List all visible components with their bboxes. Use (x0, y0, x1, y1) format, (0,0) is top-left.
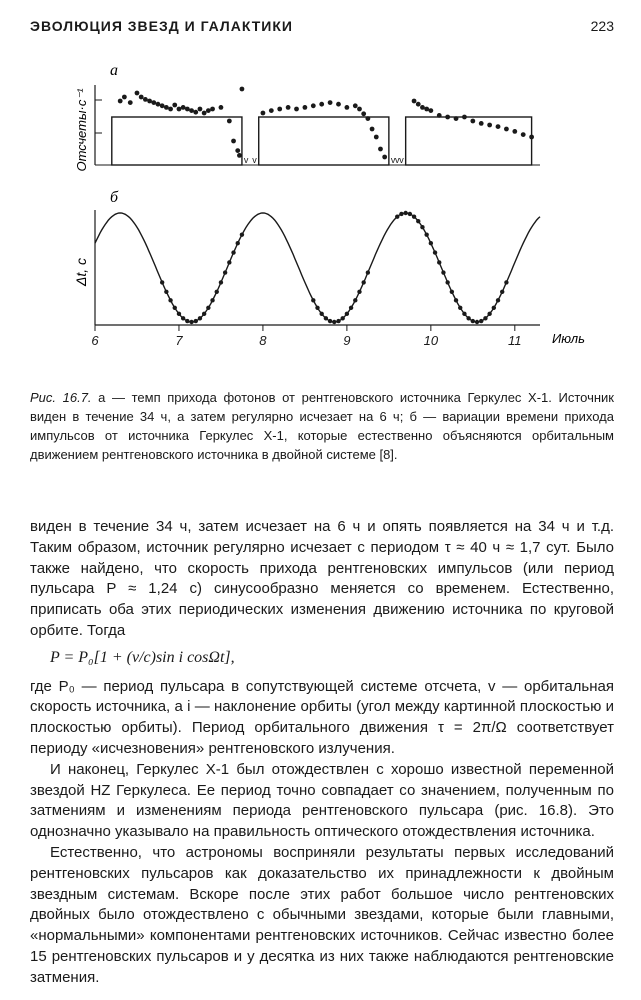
panel-a-data-point (202, 111, 207, 116)
panel-a-data-point (311, 103, 316, 108)
panel-a-data-point (479, 121, 484, 126)
panel-b-data-point (219, 280, 223, 284)
panel-b-data-point (349, 306, 353, 310)
panel-a-data-point (328, 100, 333, 105)
running-head-title: ЭВОЛЮЦИЯ ЗВЕЗД И ГАЛАКТИКИ (30, 18, 293, 34)
panel-a-data-point (462, 115, 467, 120)
panel-b-data-point (437, 260, 441, 264)
panel-b-data-point (416, 219, 420, 223)
panel-b-data-point (168, 298, 172, 302)
panel-a-ylabel: Отсчеты·с⁻¹ (74, 88, 89, 172)
panel-a-data-point (454, 116, 459, 121)
panel-b-data-point (164, 290, 168, 294)
panel-b-x-tick-label: 9 (343, 333, 351, 348)
panel-a-data-point (118, 99, 123, 104)
panel-b-data-point (483, 316, 487, 320)
panel-a-data-point (504, 127, 509, 132)
panel-a-data-point (529, 135, 534, 140)
paragraph-4: Естественно, что астрономы восприняли результаты первых исследований рентгеновских пульсаров как доказательство их принадлежности к двойным звездным системам. Вскоре после этих работ большое число рентгеновских двойных было отождествлено с обычными звездами, которые были главными, «нормальными» компонентами рентгеновских источников. Сейчас известно более 15 рентгеновских пульсаров и у десятка из них также наблюдаются рентгеновские затмения. (30, 843, 614, 986)
panel-a-eclipse-marker: v (399, 155, 404, 165)
panel-a-data-point (445, 115, 450, 120)
page-number: 223 (590, 18, 614, 34)
panel-b-data-point (458, 306, 462, 310)
panel-a-data-point (294, 107, 299, 112)
caption-label: Рис. 16.7. (30, 390, 92, 405)
panel-a-data-point (168, 107, 173, 112)
panel-b-data-point (429, 241, 433, 245)
panel-b-label: б (110, 189, 119, 206)
panel-a-data-point (164, 105, 169, 110)
panel-b-x-tick-label: 8 (259, 333, 267, 348)
panel-a-data-point (424, 107, 429, 112)
panel-b-data-point (227, 260, 231, 264)
panel-a-data-point (470, 119, 475, 124)
panel-a-data-point (122, 95, 127, 100)
paragraph-3: И наконец, Геркулес Х-1 был отождествлен с хорошо известной переменной звездой HZ Геркулеса. Ее период точно совпадает со значением, полученным по затмениям и изменениям периода рентгеновского пульсара (рис. 16.8). Это однозначно указывало на правильность оптического отождествления источника. (30, 760, 614, 841)
panel-a-data-point (235, 148, 240, 153)
panel-a-data-point (277, 107, 282, 112)
panel-b-data-point (206, 306, 210, 310)
panel-b-data-point (500, 290, 504, 294)
paragraph-1: виден в течение 34 ч, затем исчезает на 6 ч и опять появляется на 34 ч и т.д. Таким образом, источник регулярно исчезает с периодом τ ≈ 40 ч ≈ 1,7 сут. Было также найдено, что скорость прихода рентгеновских импульсов (или период пульсара P ≈ 1,24 с) синусообразно меняется со временем. Естественно, приписать оба этих периодических изменения движению источника по круговой орбите. Тогда (30, 518, 614, 639)
panel-a-data-point (198, 107, 203, 112)
panel-b-data-point (424, 232, 428, 236)
body-text (30, 517, 614, 989)
panel-a-data-point (437, 113, 442, 118)
panel-b-data-point (487, 312, 491, 316)
panel-a-data-point (412, 99, 417, 104)
panel-a-data-point (370, 127, 375, 132)
panel-a-data-point (185, 107, 190, 112)
panel-b-data-point (215, 290, 219, 294)
panel-a-data-point (181, 105, 186, 110)
panel-b-data-point (328, 319, 332, 323)
panel-b-data-point (345, 312, 349, 316)
panel-a-data-point (172, 103, 177, 108)
panel-a-data-point (496, 124, 501, 129)
panel-b-data-point (450, 290, 454, 294)
panel-b-x-tick-label: 10 (423, 333, 439, 348)
panel-b-data-point (198, 316, 202, 320)
panel-a-data-point (361, 111, 366, 116)
panel-b-data-point (336, 319, 340, 323)
figure-caption (30, 388, 614, 464)
panel-a-on-window (112, 117, 242, 165)
panel-a-data-point (319, 102, 324, 107)
panel-a-data-point (193, 110, 198, 115)
panel-b-data-point (403, 211, 407, 215)
panel-a-data-point (143, 97, 148, 102)
panel-a-data-point (428, 108, 433, 113)
panel-b-data-point (504, 280, 508, 284)
panel-b-data-point (240, 232, 244, 236)
panel-a-data-point (374, 135, 379, 140)
panel-a-data-point (336, 102, 341, 107)
panel-b-data-point (357, 290, 361, 294)
panel-a-data-point (521, 132, 526, 137)
panel-a-data-point (487, 123, 492, 128)
panel-b-data-point (202, 312, 206, 316)
figure-16-7 (0, 50, 641, 380)
panel-b-data-point (311, 298, 315, 302)
panel-a-data-point (303, 105, 308, 110)
panel-b-data-point (353, 298, 357, 302)
panel-b-data-point (466, 316, 470, 320)
panel-a-data-point (219, 105, 224, 110)
panel-a-data-point (139, 95, 144, 100)
panel-b-x-tick-label: 11 (508, 333, 522, 348)
panel-b-data-point (475, 320, 479, 324)
panel-b-data-point (332, 320, 336, 324)
panel-b-data-point (189, 320, 193, 324)
panel-a-data-point (269, 108, 274, 113)
panel-a-photon-rate (74, 62, 540, 172)
panel-a-data-point (416, 102, 421, 107)
panel-a-eclipse-marker: v (395, 155, 400, 165)
caption-text: а — темп прихода фотонов от рентгеновского источника Геркулес Х-1. Источник виден в течение 34 ч, а затем регулярно исчезает на 6 ч; б — вариации времени прихода импульсов от источника Геркулес Х-1, которые естественно объясняются орбитальным движением рентгеновского источника в двойной системе [8]. (30, 390, 614, 462)
panel-b-data-point (177, 312, 181, 316)
panel-b-data-point (223, 270, 227, 274)
panel-a-eclipse-marker: v (390, 155, 396, 165)
panel-a-data-point (147, 99, 152, 104)
panel-a-data-point (156, 102, 161, 107)
panel-b-data-point (399, 212, 403, 216)
panel-a-label: а (110, 62, 118, 79)
panel-a-data-point (420, 105, 425, 110)
panel-b-data-point (496, 298, 500, 302)
panel-b-data-point (181, 316, 185, 320)
panel-a-eclipse-marker: v (243, 155, 249, 165)
panel-b-data-point (412, 214, 416, 218)
panel-b-data-point (462, 312, 466, 316)
panel-b-x-tick-label: 7 (175, 333, 183, 348)
panel-b-x-tick-label: 6 (91, 333, 99, 348)
panel-a-data-point (151, 100, 156, 105)
panel-b-data-point (454, 298, 458, 302)
panel-b-ylabel: Δt, с (73, 257, 89, 287)
panel-b-data-point (315, 306, 319, 310)
panel-a-data-point (512, 129, 517, 134)
panel-b-xlabel: Июль (552, 331, 585, 346)
panel-b-data-point (231, 250, 235, 254)
panel-a-data-point (128, 100, 133, 105)
panel-b-data-point (340, 316, 344, 320)
panel-a-data-point (357, 107, 362, 112)
panel-a-data-point (378, 147, 383, 152)
formula-period: P = P₀[1 + (v/c)sin i cosΩt], (50, 648, 235, 666)
panel-b-data-point (366, 270, 370, 274)
panel-b-data-point (173, 306, 177, 310)
panel-b-data-point (492, 306, 496, 310)
panel-b-data-point (236, 241, 240, 245)
panel-a-data-point (160, 103, 165, 108)
panel-b-data-point (319, 312, 323, 316)
panel-b-arrival-time (73, 189, 585, 348)
panel-b-data-point (194, 319, 198, 323)
panel-b-data-point (445, 280, 449, 284)
panel-a-on-window (259, 117, 389, 165)
panel-a-data-point (261, 111, 266, 116)
panel-b-data-point (479, 319, 483, 323)
panel-a-data-point (365, 116, 370, 121)
panel-a-data-point (240, 87, 245, 92)
panel-a-data-point (237, 153, 242, 158)
panel-a-data-point (344, 105, 349, 110)
panel-b-data-point (433, 250, 437, 254)
panel-b-data-point (210, 298, 214, 302)
panel-a-data-point (353, 103, 358, 108)
panel-a-data-point (189, 108, 194, 113)
panel-a-eclipse-marker: v (252, 155, 257, 165)
panel-b-data-point (324, 316, 328, 320)
running-head (30, 18, 614, 38)
panel-b-data-point (185, 319, 189, 323)
panel-b-data-point (471, 319, 475, 323)
panel-b-data-point (441, 270, 445, 274)
panel-b-data-point (361, 280, 365, 284)
paragraph-2: где P₀ — период пульсара в сопутствующей системе отсчета, v — орбитальная скорость источника, а i — наклонение орбиты (угол между картинной плоскостью и плоскостью орбиты). Период орбитального движения τ = 2π/Ω соответствует периоду «исчезновения» рентгеновского излучения. (30, 677, 614, 757)
panel-a-data-point (206, 108, 211, 113)
panel-a-data-point (227, 119, 232, 124)
panel-b-data-point (408, 212, 412, 216)
panel-a-data-point (210, 107, 215, 112)
panel-a-data-point (231, 139, 236, 144)
panel-b-data-point (160, 280, 164, 284)
panel-a-data-point (382, 155, 387, 160)
panel-a-data-point (135, 91, 140, 96)
panel-a-data-point (286, 105, 291, 110)
panel-a-on-window (406, 117, 532, 165)
panel-a-data-point (177, 107, 182, 112)
panel-b-data-point (395, 214, 399, 218)
panel-b-data-point (420, 225, 424, 229)
